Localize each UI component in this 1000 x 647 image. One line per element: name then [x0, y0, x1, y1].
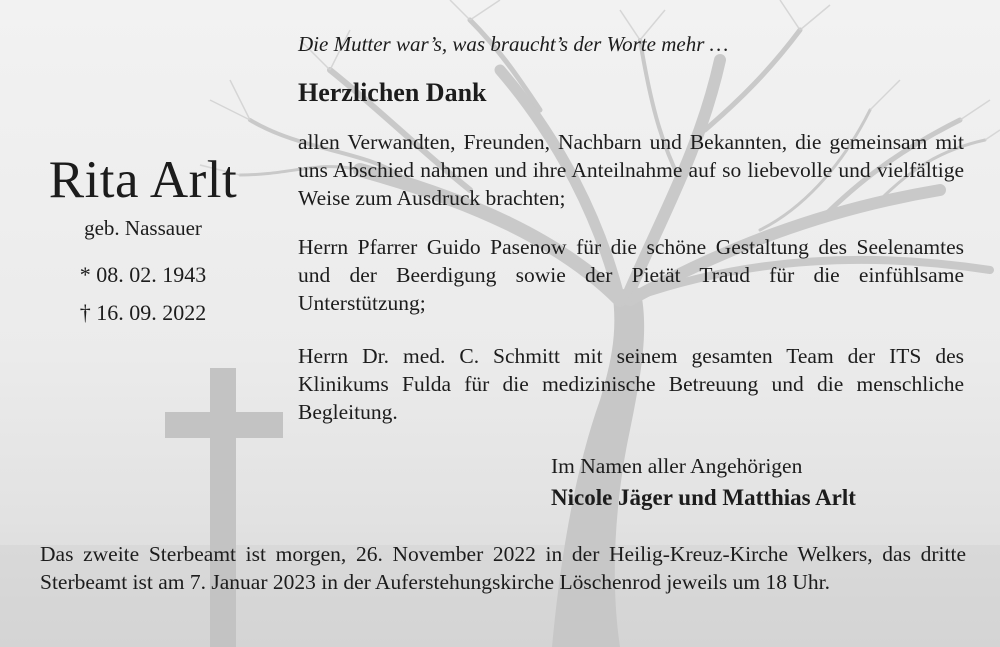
- quote: Die Mutter war’s, was braucht’s der Worte mehr …: [298, 32, 729, 56]
- deceased-name: Rita Arlt: [48, 151, 238, 209]
- birth-name: geb. Nassauer: [84, 216, 202, 240]
- thanks-paragraph: allen Verwandten, Freunden, Nachbarn und Bekannten, die gemeinsam mit uns Abschied nahmen und ihre Anteilnahme auf so liebevolle und vielfältige Weise zum Ausdruck brachten;: [298, 130, 964, 210]
- birth-date: * 08. 02. 1943: [79, 262, 207, 287]
- signature-line: Im Namen aller Angehörigen: [551, 454, 803, 478]
- thanks-paragraph: Herrn Dr. med. C. Schmitt mit seinem gesamten Team der ITS des Klinikums Fulda für die medizinische Betreuung und die menschliche Begleitung.: [298, 344, 964, 424]
- thanks-paragraph: Herrn Pfarrer Guido Pasenow für die schöne Gestaltung des Seelenamtes und der Beerdigung sowie der Pietät Traud für die einfühlsame Unterstützung;: [298, 235, 964, 315]
- thanks-heading: Herzlichen Dank: [298, 78, 487, 107]
- mass-announcement: Das zweite Sterbeamt ist morgen, 26. November 2022 in der Heilig-Kreuz-Kirche Welkers, das dritte Sterbeamt ist am 7. Januar 2023 in der Auferstehungskirche Löschenrod jeweils um 18 Uhr.: [40, 542, 966, 594]
- signature-names: Nicole Jäger und Matthias Arlt: [551, 485, 856, 510]
- death-date: † 16. 09. 2022: [79, 300, 207, 325]
